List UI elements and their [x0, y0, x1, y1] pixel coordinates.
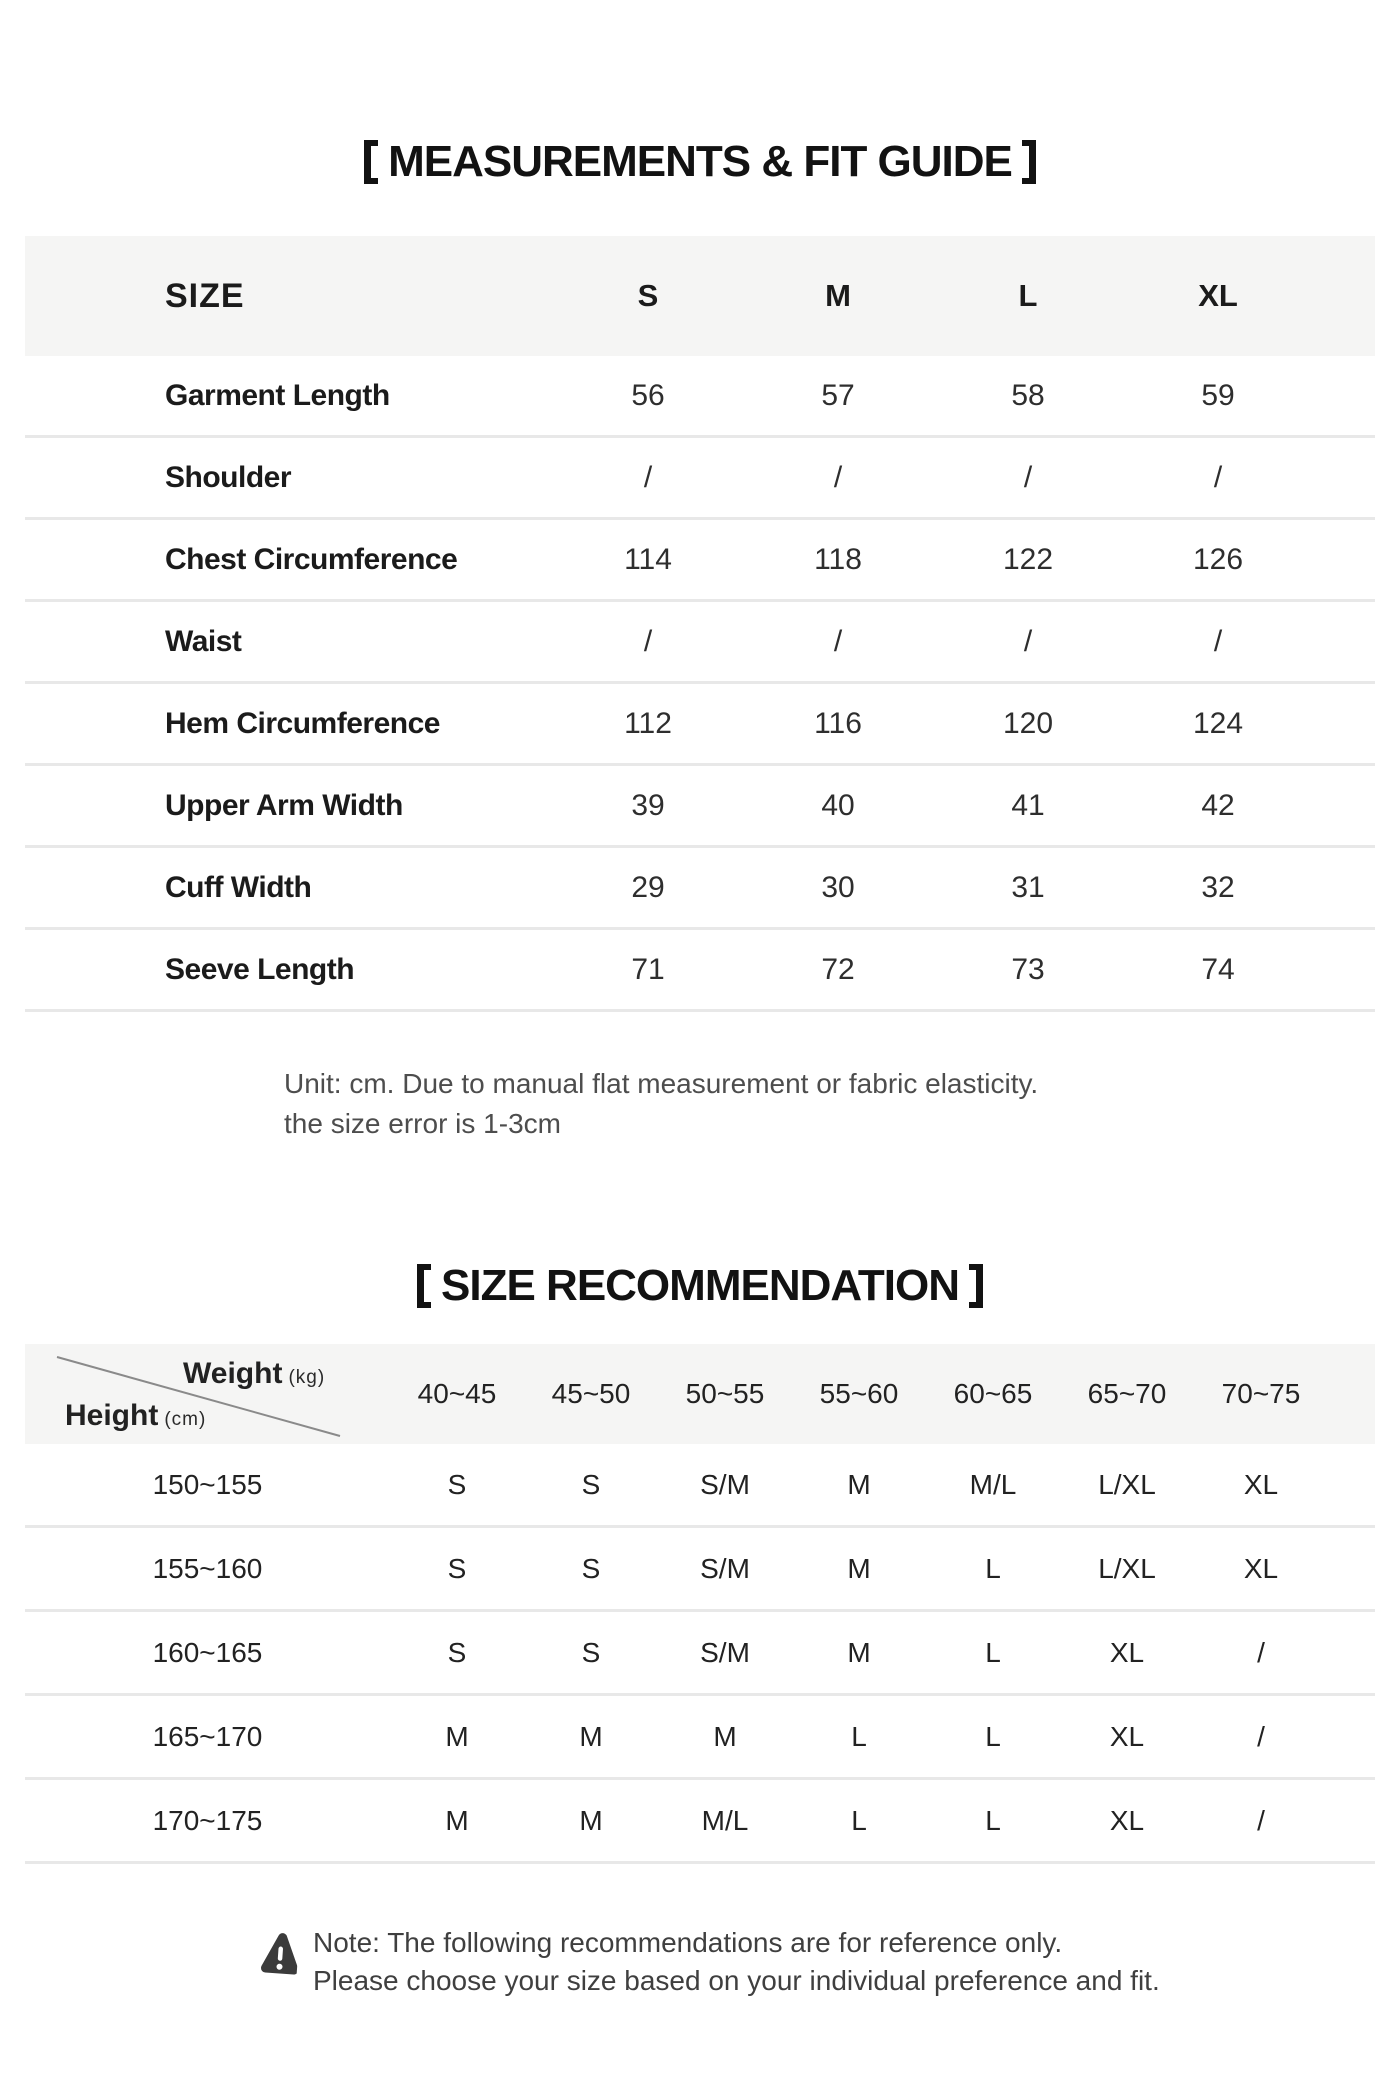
measurement-value: 29 — [631, 870, 665, 904]
unit-note-line2: the size error is 1-3cm — [284, 1108, 561, 1139]
size-recommendation-cell: M — [847, 1636, 871, 1668]
size-recommendation-cell: L — [985, 1552, 1001, 1584]
size-recommendation-cell: / — [1257, 1720, 1265, 1752]
height-range-label: 150~155 — [152, 1468, 263, 1500]
recommendation-title — [0, 1144, 1400, 1308]
size-recommendation-cell: XL — [1109, 1720, 1145, 1752]
measurement-value: 56 — [631, 378, 665, 412]
size-column-header-xl: XL — [1198, 278, 1238, 313]
weight-axis-label — [183, 1357, 325, 1391]
height-range-label: 160~165 — [152, 1636, 263, 1668]
measurement-row-garment-length — [25, 356, 1375, 438]
size-recommendation-cell: L/XL — [1098, 1552, 1156, 1584]
size-recommendation-cell: M — [445, 1804, 469, 1836]
weight-range-header: 55~60 — [819, 1378, 899, 1409]
height-range-label: 170~175 — [152, 1804, 263, 1836]
measurement-value: 57 — [821, 378, 855, 412]
weight-range-header: 50~55 — [685, 1378, 765, 1409]
recommendation-table — [25, 1344, 1375, 1864]
left-lens-bracket — [417, 1264, 431, 1308]
measurement-label: Seeve Length — [165, 952, 355, 986]
measurement-label: Garment Length — [165, 378, 390, 412]
measurement-value: 32 — [1201, 870, 1235, 904]
measurement-label: Hem Circumference — [165, 706, 440, 740]
measurement-value: 39 — [631, 788, 665, 822]
recommendation-row-170-175 — [25, 1780, 1375, 1864]
measurements-title — [0, 0, 1400, 184]
size-recommendation-cell: M — [847, 1552, 871, 1584]
measurement-value: 42 — [1201, 788, 1235, 822]
recommendation-row-160-165 — [25, 1612, 1375, 1696]
size-recommendation-cell: M/L — [969, 1468, 1017, 1500]
size-recommendation-cell: M — [445, 1720, 469, 1752]
recommendation-header-row — [25, 1344, 1375, 1444]
measurement-label: Shoulder — [165, 460, 292, 494]
weight-unit: (kg) — [288, 1367, 326, 1388]
measurement-value: 112 — [624, 706, 672, 740]
size-table — [25, 236, 1375, 1012]
size-recommendation-cell: L/XL — [1098, 1468, 1156, 1500]
measurement-value: 126 — [1192, 542, 1244, 576]
right-lens-bracket — [969, 1264, 983, 1308]
size-recommendation-cell: L — [985, 1804, 1001, 1836]
height-range-label: 165~170 — [152, 1720, 263, 1752]
measurement-row-cuff — [25, 848, 1375, 930]
measurement-value: / — [1023, 460, 1033, 494]
measurement-value: 120 — [1002, 706, 1054, 740]
recommendation-row-150-155 — [25, 1444, 1375, 1528]
size-recommendation-cell: XL — [1243, 1552, 1279, 1584]
measurement-label: Chest Circumference — [165, 542, 458, 576]
measurement-value: 72 — [821, 952, 855, 986]
size-recommendation-cell: S/M — [700, 1468, 750, 1500]
size-column-header-s: S — [637, 278, 659, 313]
measurement-value: / — [833, 624, 843, 658]
weight-label: Weight — [183, 1357, 283, 1390]
measurement-value: / — [1213, 460, 1223, 494]
size-recommendation-cell: S/M — [700, 1552, 750, 1584]
weight-range-header: 60~65 — [953, 1378, 1033, 1409]
measurement-value: 31 — [1011, 870, 1045, 904]
right-lens-bracket — [1022, 140, 1036, 184]
size-recommendation-cell: L — [851, 1720, 867, 1752]
measurement-value: 58 — [1011, 378, 1045, 412]
measurement-value: 114 — [624, 542, 672, 576]
measurement-value: 118 — [814, 542, 862, 576]
size-recommendation-cell: M — [713, 1720, 737, 1752]
measurements-title-text: MEASUREMENTS & FIT GUIDE — [388, 137, 1012, 186]
size-recommendation-cell: M — [579, 1720, 603, 1752]
size-recommendation-cell: S — [447, 1468, 467, 1500]
unit-note-line1: Unit: cm. Due to manual flat measurement or fabric elasticity. — [284, 1068, 1039, 1099]
measurement-value: 116 — [814, 706, 862, 740]
size-recommendation-cell: S — [447, 1636, 467, 1668]
size-recommendation-cell: M — [579, 1804, 603, 1836]
measurement-value: 74 — [1201, 952, 1235, 986]
measurement-value: / — [643, 460, 653, 494]
measurement-label: Waist — [165, 624, 242, 658]
recommendation-title-text: SIZE RECOMMENDATION — [441, 1261, 959, 1310]
size-recommendation-cell: XL — [1243, 1468, 1279, 1500]
recommendation-note-line1: Note: The following recommendations are for reference only. — [313, 1927, 1063, 1958]
height-label: Height — [65, 1399, 159, 1432]
measurement-row-upper-arm — [25, 766, 1375, 848]
measurement-label: Upper Arm Width — [165, 788, 403, 822]
measurement-value: 73 — [1011, 952, 1045, 986]
measurement-row-chest — [25, 520, 1375, 602]
size-header-label: SIZE — [165, 276, 245, 315]
recommendation-note-line2: Please choose your size based on your individual preference and fit. — [313, 1965, 1160, 1996]
measurement-value: / — [1023, 624, 1033, 658]
size-recommendation-cell: / — [1257, 1636, 1265, 1668]
measurement-row-sleeve — [25, 930, 1375, 1012]
height-range-label: 155~160 — [152, 1552, 263, 1584]
measurement-row-shoulder — [25, 438, 1375, 520]
size-recommendation-cell: L — [985, 1636, 1001, 1668]
recommendation-row-155-160 — [25, 1528, 1375, 1612]
size-recommendation-cell: L — [985, 1720, 1001, 1752]
measurement-value: / — [643, 624, 653, 658]
size-recommendation-cell: S — [581, 1468, 601, 1500]
measurement-value: 59 — [1201, 378, 1235, 412]
height-axis-label — [65, 1399, 206, 1433]
measurement-value: 41 — [1011, 788, 1045, 822]
size-recommendation-cell: S — [447, 1552, 467, 1584]
measurement-value: 30 — [821, 870, 855, 904]
measurement-value: 40 — [821, 788, 855, 822]
height-unit: (cm) — [164, 1409, 207, 1430]
weight-range-header: 40~45 — [417, 1378, 497, 1409]
measurement-value: / — [833, 460, 843, 494]
size-column-header-m: M — [825, 278, 851, 313]
measurement-row-hem — [25, 684, 1375, 766]
weight-range-header: 70~75 — [1221, 1378, 1301, 1409]
measurement-label: Cuff Width — [165, 870, 312, 904]
size-recommendation-cell: S — [581, 1552, 601, 1584]
weight-range-header: 65~70 — [1087, 1378, 1167, 1409]
left-lens-bracket — [364, 140, 378, 184]
recommendation-row-165-170 — [25, 1696, 1375, 1780]
recommendation-note — [25, 1924, 1375, 2000]
weight-range-header: 45~50 — [551, 1378, 631, 1409]
size-table-header-row — [25, 236, 1375, 356]
size-recommendation-cell: S — [581, 1636, 601, 1668]
size-recommendation-cell: M/L — [701, 1804, 749, 1836]
size-recommendation-cell: / — [1257, 1804, 1265, 1836]
measurement-value: 124 — [1192, 706, 1244, 740]
warning-icon — [260, 1928, 299, 1980]
size-recommendation-cell: M — [847, 1468, 871, 1500]
measurement-value: / — [1213, 624, 1223, 658]
recommendation-note-text — [313, 1924, 1160, 2000]
unit-note — [0, 1064, 1400, 1144]
size-recommendation-cell: S/M — [700, 1636, 750, 1668]
measurement-value: 122 — [1002, 542, 1054, 576]
diagonal-header-cell — [25, 1344, 390, 1444]
measurement-value: 71 — [631, 952, 665, 986]
size-recommendation-cell: L — [851, 1804, 867, 1836]
size-recommendation-cell: XL — [1109, 1636, 1145, 1668]
measurement-row-waist — [25, 602, 1375, 684]
size-recommendation-cell: XL — [1109, 1804, 1145, 1836]
size-column-header-l: L — [1018, 278, 1038, 313]
